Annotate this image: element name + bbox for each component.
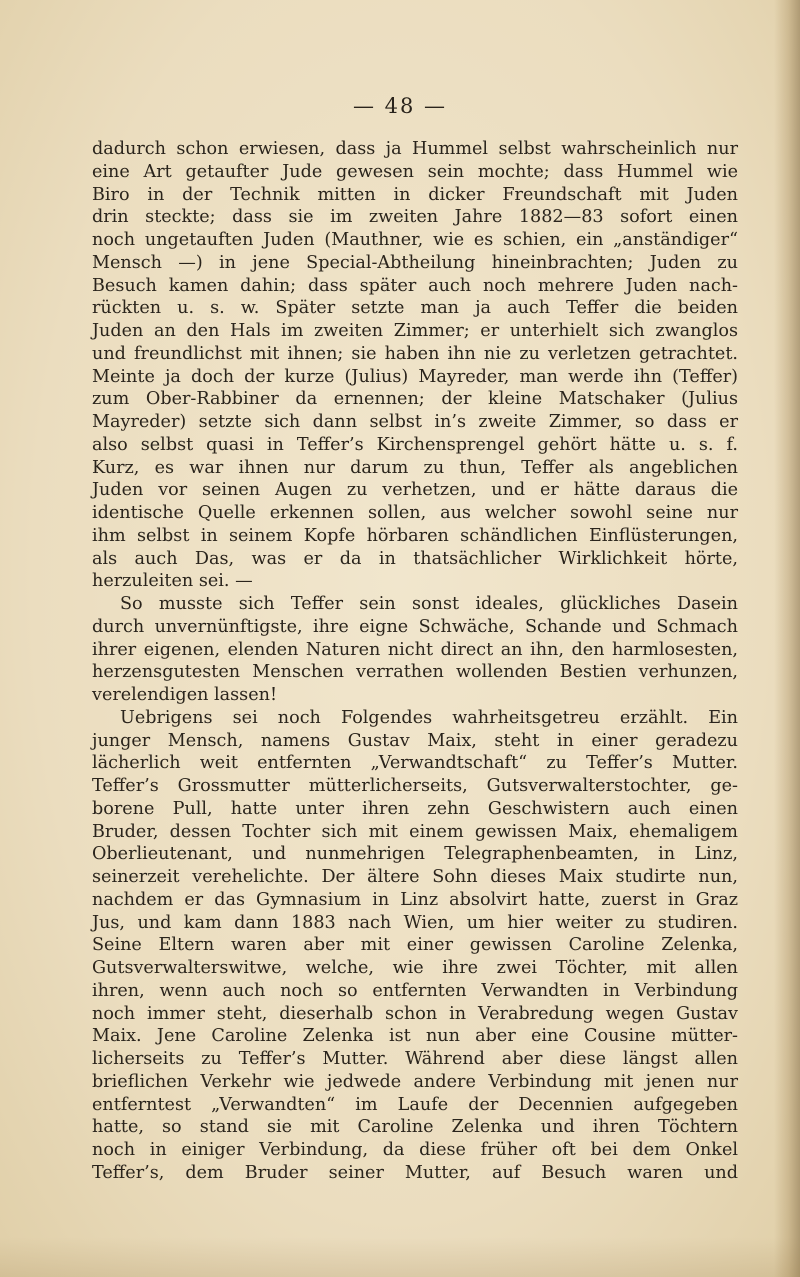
text-line: noch immer steht, dieserhalb schon in Verabredung wegen Gustav bbox=[92, 1003, 738, 1024]
text-line: Mensch —) in jene Special-Abtheilung hineinbrachten; Juden zu bbox=[92, 252, 738, 273]
text-line: durch unvernünftigste, ihre eigne Schwäche, Schande und Schmach bbox=[92, 616, 738, 637]
text-line: Bruder, dessen Tochter sich mit einem gewissen Maix, ehemaligem bbox=[92, 821, 738, 842]
text-line: Teffer’s Grossmutter mütterlicherseits, Gutsverwalterstochter, ge- bbox=[92, 776, 738, 796]
text-line: Juden vor seinen Augen zu verhetzen, und er hätte daraus die bbox=[92, 480, 738, 501]
text-line: rückten u. s. w. Später setzte man ja auch Teffer die beiden bbox=[92, 298, 738, 319]
text-line: junger Mensch, namens Gustav Maix, steht in einer geradezu bbox=[92, 730, 738, 751]
text-line: Biro in der Technik mitten in dicker Freundschaft mit Juden bbox=[92, 184, 738, 205]
text-line: nachdem er das Gymnasium in Linz absolvirt hatte, zuerst in Graz bbox=[92, 889, 738, 910]
text-line: und freundlichst mit ihnen; sie haben ihn nie zu verletzen getrachtet. bbox=[92, 343, 738, 364]
text-line: hatte, so stand sie mit Caroline Zelenka und ihren Töchtern bbox=[92, 1117, 738, 1138]
body-text bbox=[92, 138, 738, 1185]
text-line: Gutsverwalterswitwe, welche, wie ihre zwei Töchter, mit allen bbox=[92, 958, 738, 978]
text-line: als auch Das, was er da in thatsächlicher Wirklichkeit hörte, bbox=[92, 548, 738, 569]
text-line: also selbst quasi in Teffer’s Kirchensprengel gehört hätte u. s. f. bbox=[92, 434, 738, 455]
text-line: So musste sich Teffer sein sonst ideales, glückliches Dasein bbox=[120, 594, 738, 614]
text-line: Mayreder) setzte sich dann selbst in’s zweite Zimmer, so dass er bbox=[92, 412, 738, 432]
text-line: noch ungetauften Juden (Mauthner, wie es schien, ein „anständiger“ bbox=[92, 230, 738, 250]
text-line: dadurch schon erwiesen, dass ja Hummel selbst wahrscheinlich nur bbox=[92, 139, 738, 159]
text-line: drin steckte; dass sie im zweiten Jahre 1882—83 sofort einen bbox=[92, 207, 738, 228]
text-line: borene Pull, hatte unter ihren zehn Geschwistern auch einen bbox=[92, 798, 738, 819]
text-line: verelendigen lassen! bbox=[92, 685, 278, 705]
text-line: Meinte ja doch der kurze (Julius) Mayreder, man werde ihn (Teffer) bbox=[92, 366, 738, 387]
page-bottom-shadow bbox=[0, 1237, 800, 1277]
text-line: identische Quelle erkennen sollen, aus welcher sowohl seine nur bbox=[92, 503, 738, 523]
text-line: seinerzeit verehelichte. Der ältere Sohn dieses Maix studirte nun, bbox=[92, 867, 738, 887]
text-line: zum Ober-Rabbiner da ernennen; der kleine Matschaker (Julius bbox=[92, 389, 738, 410]
text-line: entferntest „Verwandten“ im Laufe der Decennien aufgegeben bbox=[92, 1094, 738, 1115]
page-edge-shadow bbox=[774, 0, 800, 1277]
text-line: Oberlieutenant, und nunmehrigen Telegraphenbeamten, in Linz, bbox=[92, 844, 738, 865]
text-line: Seine Eltern waren aber mit einer gewissen Caroline Zelenka, bbox=[92, 935, 738, 956]
text-line: ihren, wenn auch noch so entfernten Verwandten in Verbindung bbox=[92, 980, 738, 1001]
page-number: — 48 — bbox=[352, 94, 448, 118]
text-line: eine Art getaufter Jude gewesen sein mochte; dass Hummel wie bbox=[92, 161, 738, 182]
text-line: brieflichen Verkehr wie jedwede andere Verbindung mit jenen nur bbox=[92, 1071, 738, 1092]
text-line: herzuleiten sei. — bbox=[92, 571, 253, 592]
text-line: Kurz, es war ihnen nur darum zu thun, Teffer als angeblichen bbox=[92, 457, 738, 478]
text-line: ihm selbst in seinem Kopfe hörbaren schändlichen Einflüsterungen, bbox=[92, 525, 738, 546]
text-line: ihrer eigenen, elenden Naturen nicht direct an ihn, den harmlosesten, bbox=[92, 639, 738, 660]
text-line: Teffer’s, dem Bruder seiner Mutter, auf Besuch waren und bbox=[92, 1162, 738, 1183]
text-line: herzensgutesten Menschen verrathen wollenden Bestien verhunzen, bbox=[92, 662, 738, 683]
text-line: Besuch kamen dahin; dass später auch noch mehrere Juden nach- bbox=[92, 275, 738, 296]
text-line: Juden an den Hals im zweiten Zimmer; er unterhielt sich zwanglos bbox=[92, 321, 738, 341]
text-line: lächerlich weit entfernten „Verwandtschaft“ zu Teffer’s Mutter. bbox=[92, 753, 738, 774]
text-line: Jus, und kam dann 1883 nach Wien, um hier weiter zu studiren. bbox=[92, 912, 738, 933]
text-line: Uebrigens sei noch Folgendes wahrheitsgetreu erzählt. Ein bbox=[120, 707, 738, 728]
text-line: noch in einiger Verbindung, da diese früher oft bei dem Onkel bbox=[92, 1140, 738, 1160]
text-line: Maix. Jene Caroline Zelenka ist nun aber eine Cousine mütter- bbox=[92, 1026, 738, 1047]
text-line: licherseits zu Teffer’s Mutter. Während aber diese längst allen bbox=[92, 1049, 738, 1069]
